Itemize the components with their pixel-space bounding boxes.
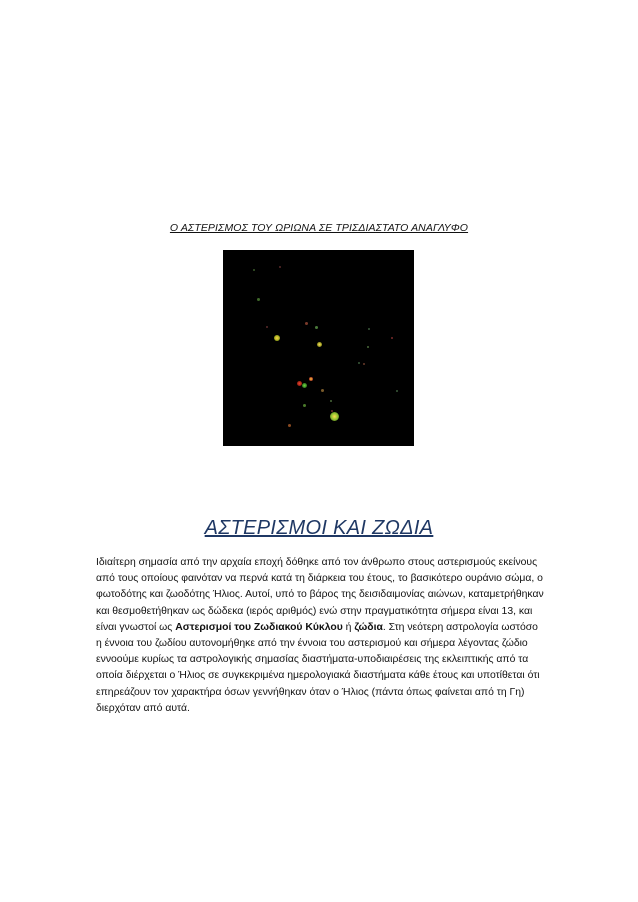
figure-caption: Ο ΑΣΤΕΡΙΣΜΟΣ ΤΟΥ ΩΡΙΩΝΑ ΣΕ ΤΡΙΣΔΙΑΣΤΑΤΟ ΑΝΑΓΛΥΦΟ	[169, 222, 469, 234]
star-dot	[288, 424, 291, 427]
star-dot	[305, 322, 308, 325]
star-dot	[309, 377, 313, 381]
star-dot	[368, 328, 370, 330]
star-dot	[279, 266, 281, 268]
section-heading: ΑΣΤΕΡΙΣΜΟΙ ΚΑΙ ΖΩΔΙΑ	[204, 517, 434, 539]
star-dot	[363, 363, 365, 365]
star-dot	[315, 326, 318, 329]
star-dot	[257, 298, 260, 301]
star-dot	[317, 342, 322, 347]
star-dot	[274, 335, 280, 341]
star-dot	[303, 404, 306, 407]
paragraph-text: Ιδιαίτερη σημασία από την αρχαία εποχή δόθηκε από τον άνθρωπο στους αστερισμούς εκείνους από τους οποίους φαινόταν να περνά κατά τη διάρκεια του έτους, το βασικότερο ουράνιο σώμα, ο φωτοδότης και ζωοδότης Ήλιος. Αυτοί, υπό το βάρος της δεισιδαιμονίας αιώνων, καταμετρήθηκαν και θεσμοθετήθηκαν ως δώδεκα (ιερός αριθμός) ενώ στην πραγματικότητα σήμερα είναι 13, και είναι γνωστοί ως	[96, 557, 544, 633]
star-dot	[358, 362, 360, 364]
star-dot	[330, 400, 332, 402]
star-dot	[367, 346, 369, 348]
star-dot	[330, 412, 339, 421]
paragraph-text: ή	[342, 621, 355, 633]
star-dot	[321, 389, 324, 392]
section-paragraph	[96, 555, 546, 717]
star-dot	[253, 269, 255, 271]
star-dot	[302, 383, 307, 388]
paragraph-text: . Στη νεότερη αστρολογία ωστόσο η έννοια του ζωδίου αυτονομήθηκε από την έννοια του αστερισμού και σήμερα λέγοντας ζώδιο εννοούμε κυρίως τα αστρολογικής σημασίας διαστήματα-υποδιαιρέσεις της εκλειπτικής από τα οποία διέρχεται ο Ήλιος σε συγκεκριμένα ημερολογιακά διαστήματα κάθε έτους και υποτίθεται ότι επηρεάζουν τον χαρακτήρα όσων γεννήθηκαν όταν ο Ήλιος (πάντα όπως φαίνεται από τη Γη) διερχόταν από αυτά.	[96, 621, 540, 714]
star-dot	[266, 326, 268, 328]
orion-anaglyph-image	[223, 250, 414, 446]
star-dot	[391, 337, 393, 339]
bold-term-zodia: ζώδια	[354, 621, 383, 633]
star-dot	[396, 390, 398, 392]
bold-term-zodiac-constellations: Αστερισμοί του Ζωδιακού Κύκλου	[175, 621, 343, 633]
